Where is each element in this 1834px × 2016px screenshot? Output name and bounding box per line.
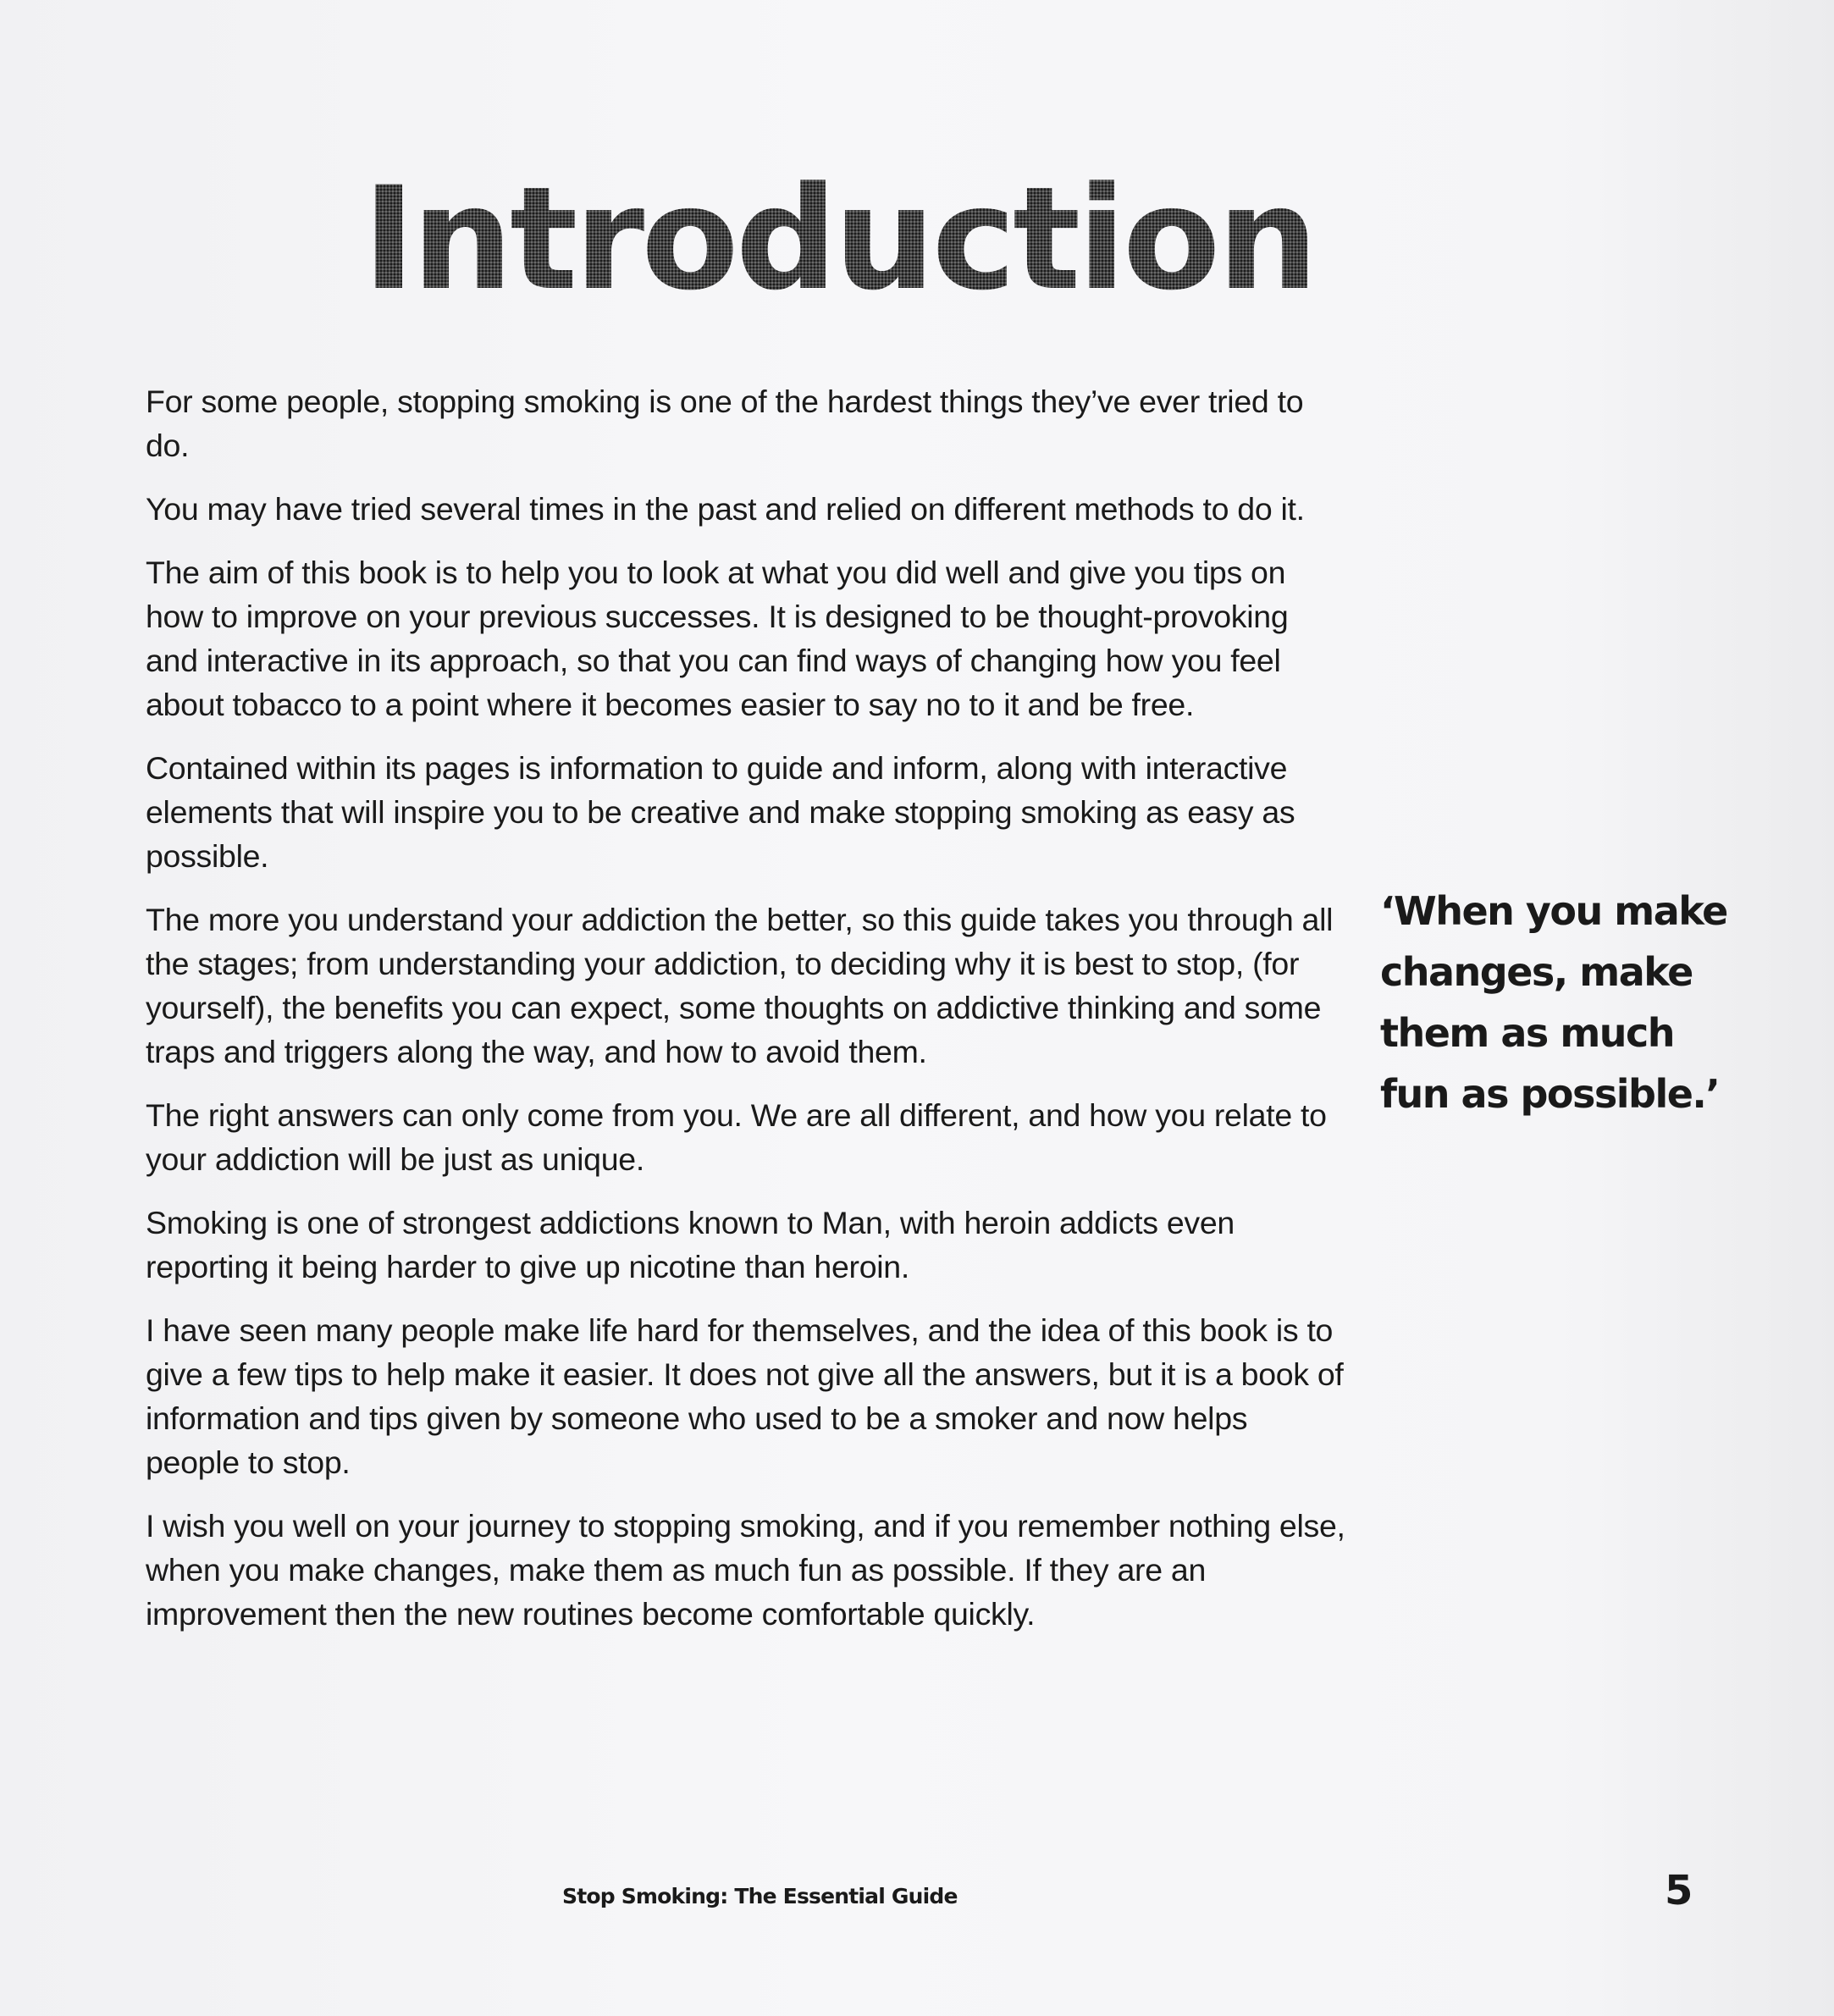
footer-book-title: Stop Smoking: The Essential Guide [562, 1884, 958, 1908]
page-number: 5 [1665, 1867, 1693, 1914]
body-text [146, 379, 1348, 1655]
paragraph-2: You may have tried several times in the past and relied on different methods to do it. [146, 491, 1305, 527]
paragraph-9: I wish you well on your journey to stopping smoking, and if you remember nothing else, when you make changes, make them as much fun as possible. If they are an improvement then the new routines become comfortable quickly. [146, 1508, 1345, 1632]
pull-quote: ‘When you make changes, make them as much fun as possible.’ [1380, 888, 1727, 1117]
paragraph-4: Contained within its pages is information to guide and inform, along with interactive elements that will inspire you to be creative and make stopping smoking as easy as possible. [146, 750, 1295, 874]
paragraph-6: The right answers can only come from you. We are all different, and how you relate to your addiction will be just as unique. [146, 1097, 1327, 1177]
paragraph-8: I have seen many people make life hard for themselves, and the idea of this book is to give a few tips to help make it easier. It does not give all the answers, but it is a book of information and tips given by someone who used to be a smoker and now helps people to stop. [146, 1312, 1344, 1480]
paragraph-3: The aim of this book is to help you to look at what you did well and give you tips on how to improve on your previous successes. It is designed to be thought-provoking and interactive in its approach, so that you can find ways of changing how you feel about tobacco to a point where it becomes easier to say no to it and be free. [146, 555, 1289, 722]
paragraph-1: For some people, stopping smoking is one of the hardest things they’ve ever tried to do. [146, 384, 1304, 463]
page-title: Introduction [362, 156, 1316, 322]
paragraph-5: The more you understand your addiction the better, so this guide takes you through all the stages; from understanding your addiction, to deciding why it is best to stop, (for yourself), the benefits you can expect, some thoughts on addictive thinking and some traps and triggers along the way, and how to avoid them. [146, 902, 1334, 1069]
paragraph-7: Smoking is one of strongest addictions known to Man, with heroin addicts even reporting it being harder to give up nicotine than heroin. [146, 1205, 1235, 1284]
